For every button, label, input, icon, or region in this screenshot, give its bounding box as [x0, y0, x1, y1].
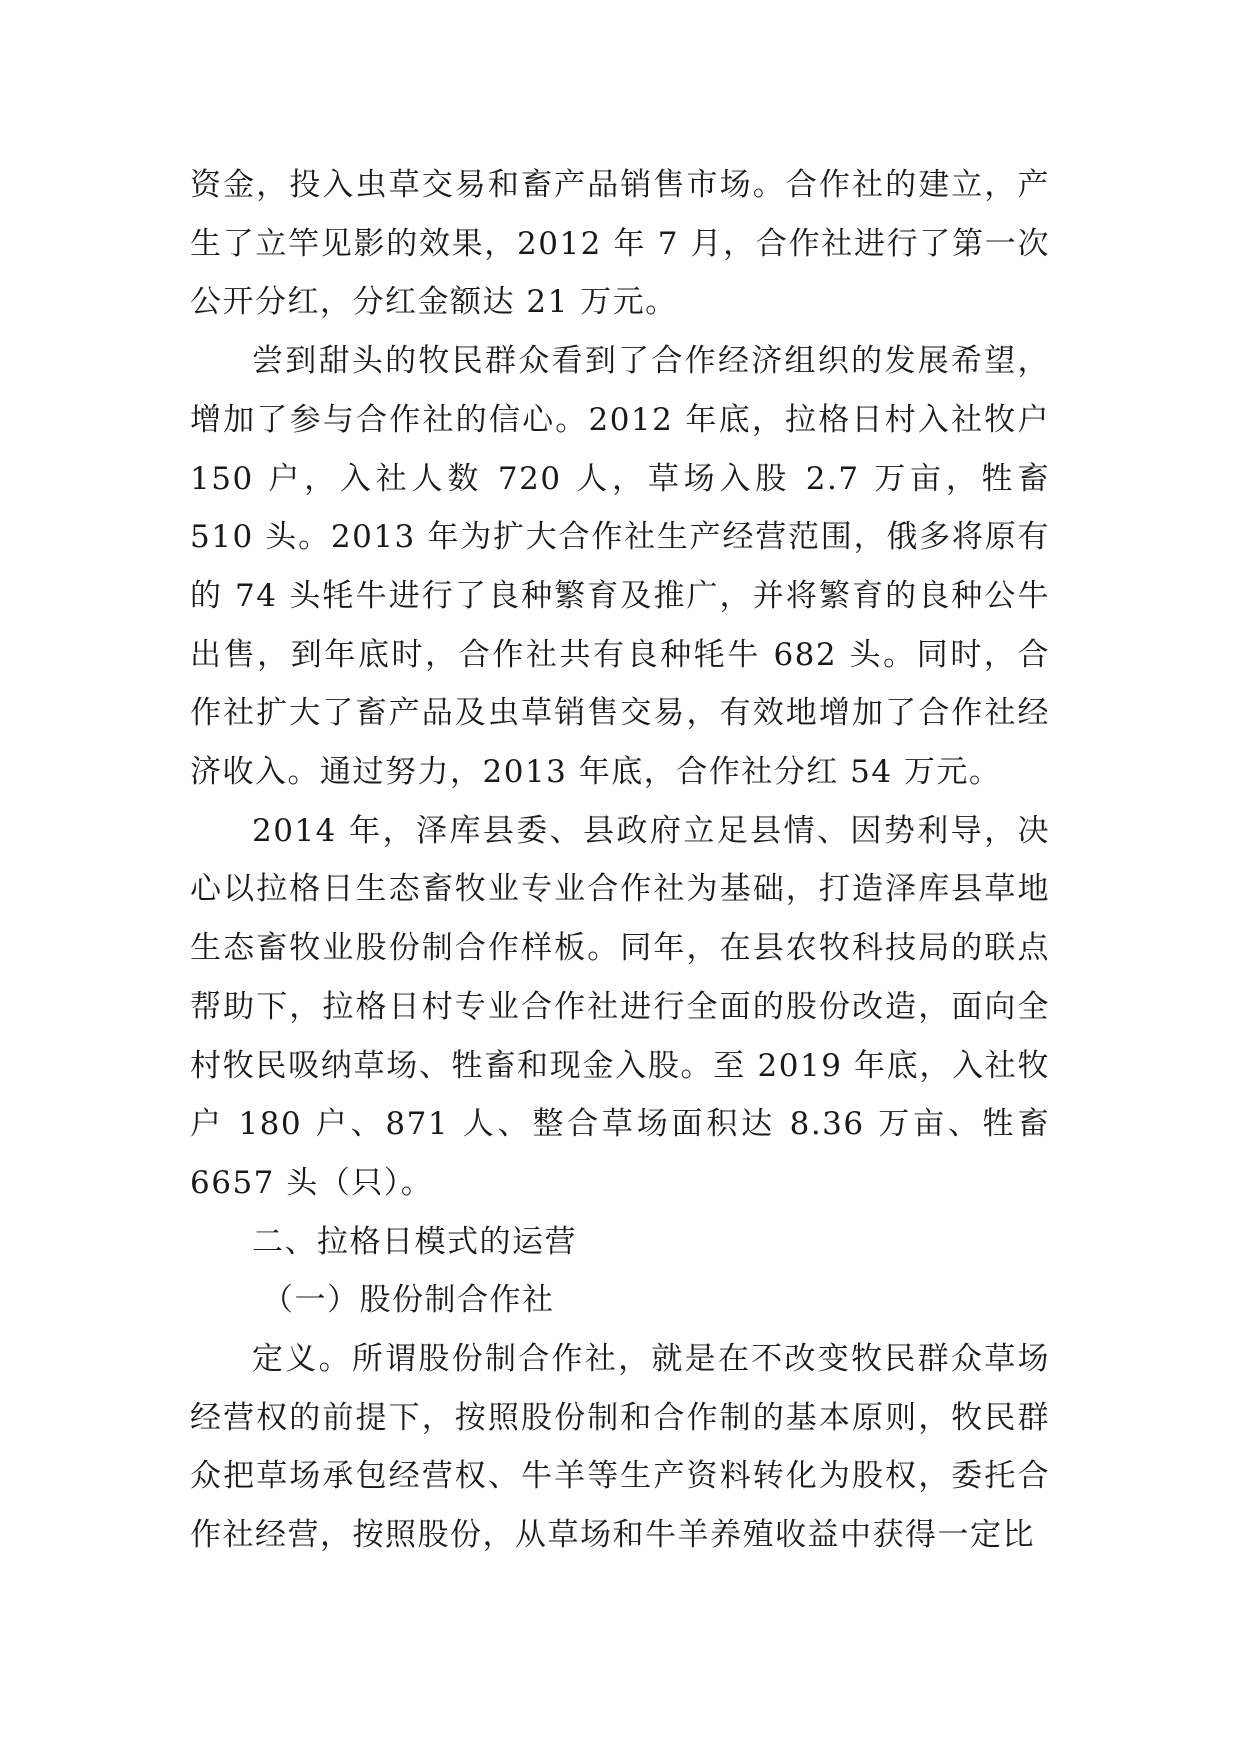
- body-text: [190, 156, 1050, 1565]
- section-heading: 二、拉格日模式的运营: [252, 1223, 577, 1260]
- paragraph-definition: 定义。所谓股份制合作社，就是在不改变牧民群众草场经营权的前提下，按照股份制和合作制的基本原则，牧民群众把草场承包经营权、牛羊等生产资料转化为股权，委托合作社经营，按照股份，从草场和牛羊养殖收益中获得一定比: [190, 1341, 1050, 1554]
- paragraph-reform-2014: 2014 年，泽库县委、县政府立足县情、因势利导，决心以拉格日生态畜牧业专业合作社为基础，打造泽库县草地生态畜牧业股份制合作样板。同年，在县农牧科技局的联点帮助下，拉格日村专业合作社进行全面的股份改造，面向全村牧民吸纳草场、牲畜和现金入股。至 2019 年底，入社牧户 180 户、871 人、整合草场面积达 8.36 万亩、牲畜 6657 头（只）。: [190, 812, 1050, 1201]
- subsection-heading: （一）股份制合作社: [262, 1282, 555, 1319]
- paragraph-growth-2012-2013: 尝到甜头的牧民群众看到了合作经济组织的发展希望，增加了参与合作社的信心。2012 年底，拉格日村入社牧户 150 户，入社人数 720 人，草场入股 2.7 万亩，牲畜 510 头。2013 年为扩大合作社生产经营范围，俄多将原有的 74 头牦牛进行了良种繁育及推广，并将繁育的良种公牛出售，到年底时，合作社共有良种牦牛 682 头。同时，合作社扩大了畜产品及虫草销售交易，有效地增加了合作社经济收入。通过努力，2013 年底，合作社分红 54 万元。: [190, 343, 1050, 791]
- paragraph-dividend-2012: 资金，投入虫草交易和畜产品销售市场。合作社的建立，产生了立竿见影的效果，2012 年 7 月，合作社进行了第一次公开分红，分红金额达 21 万元。: [190, 167, 1050, 321]
